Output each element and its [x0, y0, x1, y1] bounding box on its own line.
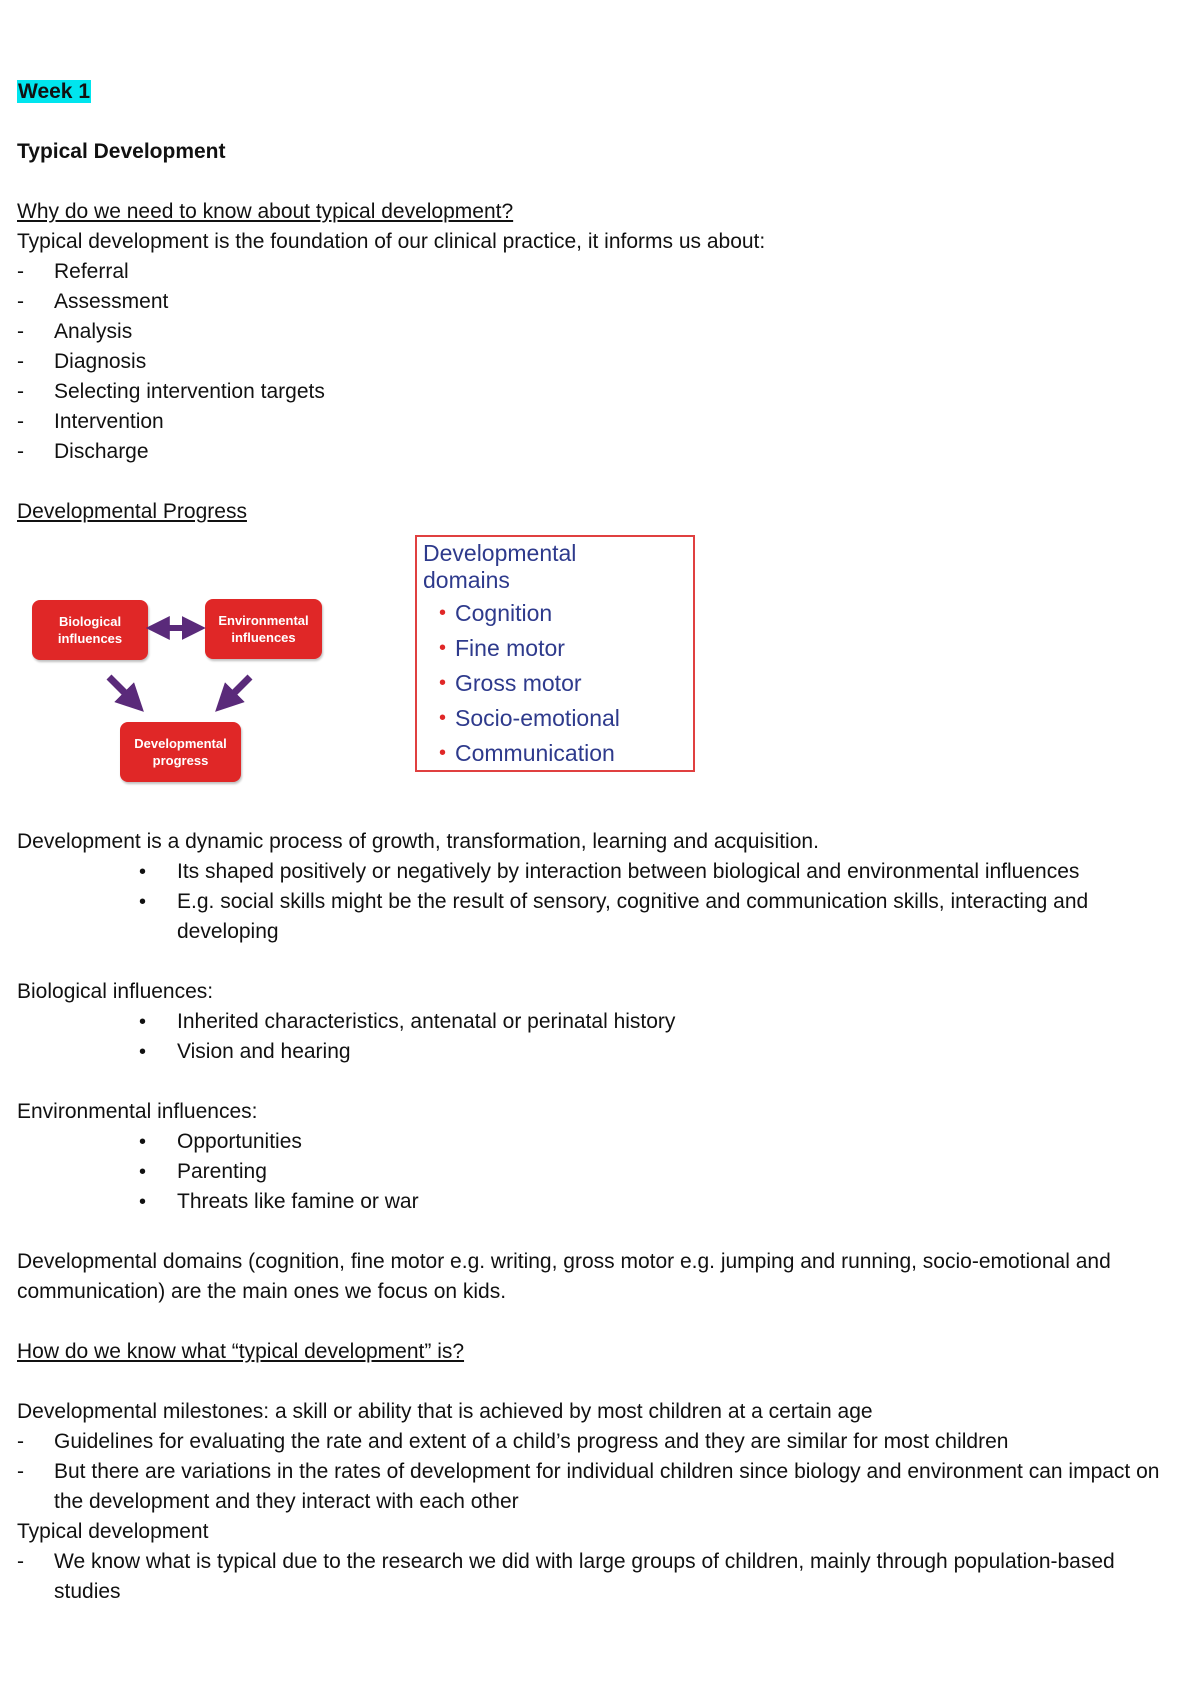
- list-item: - Referral: [17, 260, 129, 283]
- progress-heading: Developmental Progress: [17, 500, 247, 523]
- why-heading: Why do we need to know about typical development?: [17, 200, 514, 223]
- influence-arrows: [17, 527, 357, 827]
- developmental-progress-box: Developmental progress: [120, 722, 241, 782]
- env-heading: Environmental influences:: [17, 1100, 258, 1123]
- developmental-domains-box: [415, 535, 695, 772]
- list-item: - Guidelines for evaluating the rate and extent of a child’s progress and they are similar for most children: [17, 1430, 1009, 1453]
- list-item: • Parenting: [139, 1160, 267, 1183]
- domains-paragraph: Developmental domains (cognition, fine motor e.g. writing, gross motor e.g. jumping and running, socio-emotional and communication) are the main ones we focus on kids.: [17, 1250, 1111, 1303]
- list-item: - We know what is typical due to the research we did with large groups of children, mainly through population-based studies: [17, 1550, 1115, 1603]
- domains-title-line-1: Developmental: [423, 540, 577, 566]
- list-item: - Analysis: [17, 320, 133, 343]
- domain-item: • Cognition: [439, 600, 553, 626]
- list-item: - Assessment: [17, 290, 169, 313]
- biological-influences-box: Biological influences: [32, 600, 148, 660]
- typical-list: [17, 1547, 1167, 1607]
- arrow-down-right-icon: [109, 677, 135, 703]
- page-title: Typical Development: [17, 140, 226, 163]
- list-item: - Selecting intervention targets: [17, 380, 325, 403]
- how-heading: How do we know what “typical development” is?: [17, 1340, 465, 1363]
- domain-item: • Communication: [439, 740, 615, 766]
- list-item: • Threats like famine or war: [139, 1190, 419, 1213]
- why-intro: Typical development is the foundation of our clinical practice, it informs us about:: [17, 230, 766, 253]
- list-item: - Intervention: [17, 410, 164, 433]
- list-item: • Its shaped positively or negatively by interaction between biological and environmental influences: [139, 860, 1080, 883]
- why-list: [17, 257, 1167, 467]
- arrow-down-left-icon: [224, 677, 250, 703]
- domain-item: • Gross motor: [439, 670, 582, 696]
- document-body: [17, 77, 1167, 1607]
- list-item: • Opportunities: [139, 1130, 302, 1153]
- domain-item: • Fine motor: [439, 635, 565, 661]
- list-item: • Inherited characteristics, antenatal or perinatal history: [139, 1010, 676, 1033]
- dev-dynamic-paragraph: Development is a dynamic process of growth, transformation, learning and acquisition.: [17, 830, 819, 853]
- env-bullets: [17, 1127, 1167, 1217]
- typical-heading: Typical development: [17, 1520, 209, 1543]
- developmental-figure: [17, 527, 1167, 827]
- milestones-intro: Developmental milestones: a skill or ability that is achieved by most children at a certain age: [17, 1400, 873, 1423]
- list-item: - Discharge: [17, 440, 149, 463]
- domains-title-line-2: domains: [423, 567, 510, 593]
- domain-item: • Socio-emotional: [439, 705, 620, 731]
- list-item: • Vision and hearing: [139, 1040, 351, 1063]
- milestones-list: [17, 1427, 1167, 1517]
- bio-bullets: [17, 1007, 1167, 1067]
- environmental-influences-box: Environmental influences: [205, 599, 322, 659]
- week-heading: Week 1: [18, 80, 90, 103]
- list-item: • E.g. social skills might be the result of sensory, cognitive and communication skills, interacting and developing: [139, 890, 1089, 943]
- list-item: - Diagnosis: [17, 350, 147, 373]
- list-item: - But there are variations in the rates of development for individual children since biology and environment can impact on the development and they interact with each other: [17, 1460, 1160, 1513]
- dev-bullets: [17, 857, 1167, 947]
- bio-heading: Biological influences:: [17, 980, 214, 1003]
